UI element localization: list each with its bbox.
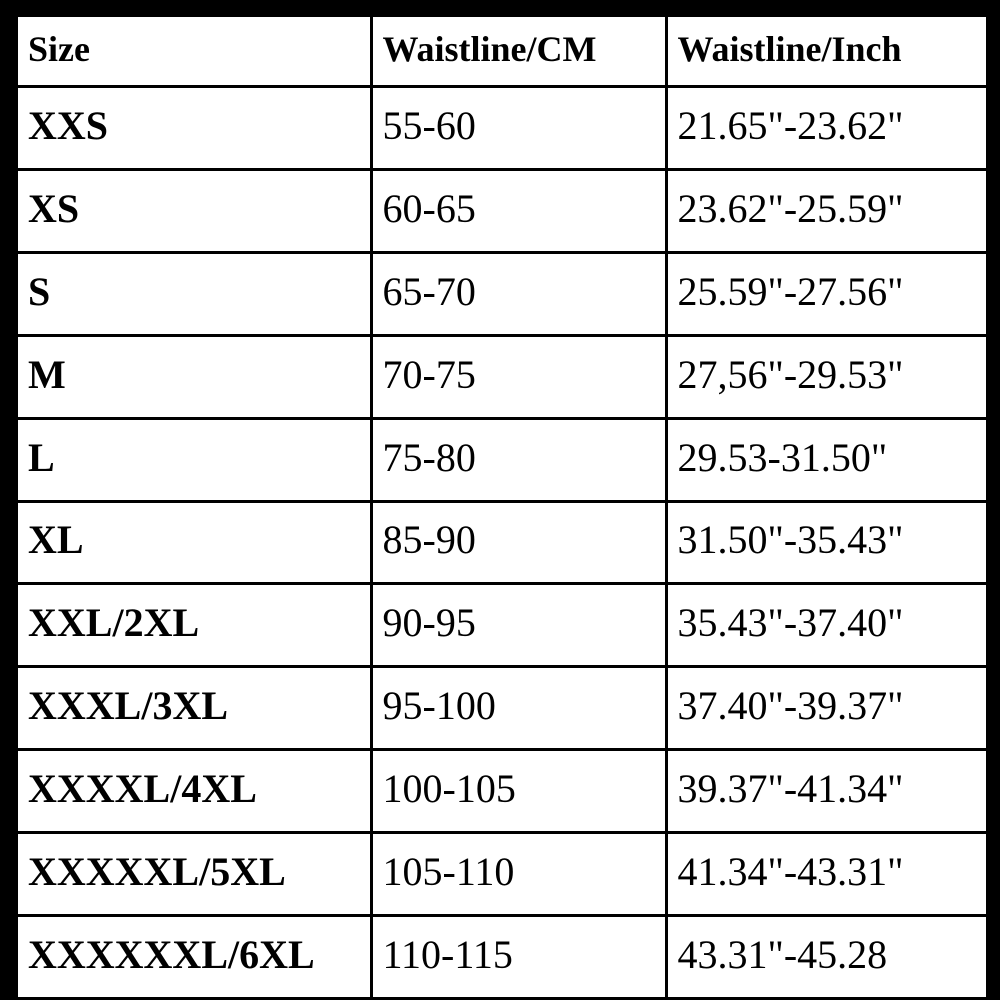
cell-waistline-inch: 27,56"-29.53"	[666, 335, 986, 418]
cell-size: L	[16, 418, 371, 501]
cell-waistline-inch: 29.53-31.50"	[666, 418, 986, 501]
cell-waistline-inch: 25.59"-27.56"	[666, 252, 986, 335]
cell-waistline-inch: 39.37"-41.34"	[666, 750, 986, 833]
column-header-waistline-cm: Waistline/CM	[371, 16, 666, 87]
cell-size: M	[16, 335, 371, 418]
cell-waistline-cm: 65-70	[371, 252, 666, 335]
size-chart-table	[14, 14, 986, 1000]
table-row	[16, 87, 986, 170]
cell-waistline-inch: 37.40"-39.37"	[666, 667, 986, 750]
cell-size: XXXXXL/5XL	[16, 833, 371, 916]
cell-waistline-cm: 95-100	[371, 667, 666, 750]
cell-waistline-cm: 60-65	[371, 169, 666, 252]
cell-size: XXS	[16, 87, 371, 170]
table-header-row	[16, 16, 986, 87]
cell-waistline-inch: 35.43"-37.40"	[666, 584, 986, 667]
cell-waistline-inch: 43.31"-45.28	[666, 916, 986, 999]
table-row	[16, 335, 986, 418]
table-row	[16, 833, 986, 916]
cell-waistline-cm: 70-75	[371, 335, 666, 418]
cell-size: XXL/2XL	[16, 584, 371, 667]
cell-size: XS	[16, 169, 371, 252]
cell-size: S	[16, 252, 371, 335]
table-body	[16, 87, 986, 999]
column-header-waistline-inch: Waistline/Inch	[666, 16, 986, 87]
cell-waistline-inch: 41.34"-43.31"	[666, 833, 986, 916]
cell-size: XXXXXXL/6XL	[16, 916, 371, 999]
cell-size: XXXXL/4XL	[16, 750, 371, 833]
table-header	[16, 16, 986, 87]
cell-waistline-cm: 75-80	[371, 418, 666, 501]
size-chart-container	[14, 14, 986, 1000]
cell-waistline-cm: 105-110	[371, 833, 666, 916]
cell-size: XL	[16, 501, 371, 584]
cell-waistline-cm: 110-115	[371, 916, 666, 999]
table-row	[16, 916, 986, 999]
cell-waistline-inch: 21.65"-23.62"	[666, 87, 986, 170]
table-row	[16, 667, 986, 750]
table-row	[16, 750, 986, 833]
cell-waistline-cm: 85-90	[371, 501, 666, 584]
table-row	[16, 169, 986, 252]
cell-waistline-cm: 55-60	[371, 87, 666, 170]
column-header-size: Size	[16, 16, 371, 87]
cell-waistline-inch: 23.62"-25.59"	[666, 169, 986, 252]
table-row	[16, 418, 986, 501]
cell-size: XXXL/3XL	[16, 667, 371, 750]
cell-waistline-cm: 90-95	[371, 584, 666, 667]
table-row	[16, 252, 986, 335]
cell-waistline-cm: 100-105	[371, 750, 666, 833]
cell-waistline-inch: 31.50"-35.43"	[666, 501, 986, 584]
table-row	[16, 501, 986, 584]
table-row	[16, 584, 986, 667]
